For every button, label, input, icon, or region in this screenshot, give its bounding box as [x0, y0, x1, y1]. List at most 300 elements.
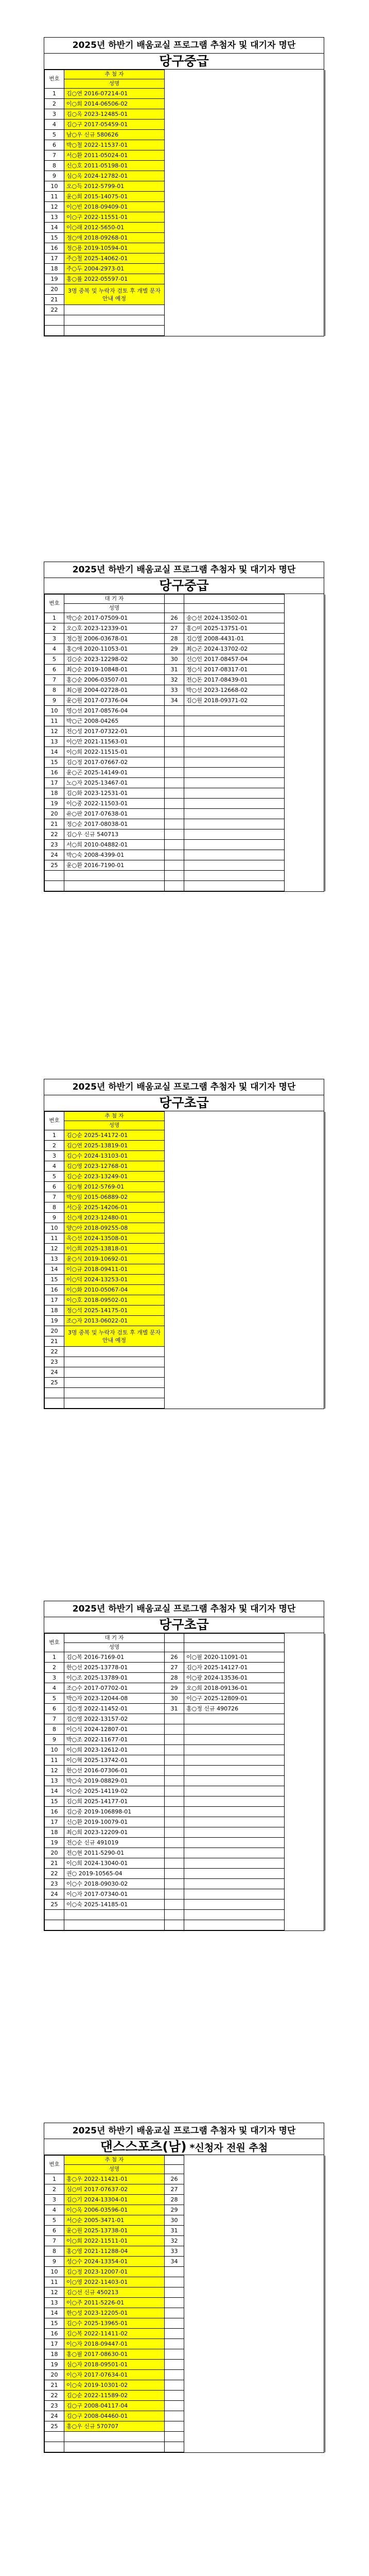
blank-row [45, 2442, 325, 2452]
row-spacer [285, 1704, 325, 1714]
roster-table [44, 2155, 325, 2452]
row-spacer [165, 1223, 325, 1233]
row-spacer [285, 1776, 325, 1786]
row-number: 29 [165, 644, 184, 654]
participant-name: 정○석 2025-14175-01 [64, 1306, 165, 1316]
waitlist-name [184, 1735, 285, 1745]
table-row [45, 1367, 325, 1378]
table-row [45, 778, 325, 788]
table-row [45, 2421, 325, 2432]
row-spacer [184, 2329, 325, 2339]
participant-name: 김○수 2024-13103-01 [64, 1151, 165, 1161]
row-number [165, 2277, 184, 2287]
participant-name: 박○철 2022-11537-01 [64, 140, 165, 150]
row-number [165, 2318, 184, 2329]
row-spacer [285, 871, 325, 881]
row-number [165, 829, 184, 840]
row-spacer [184, 2205, 325, 2215]
row-number: 26 [165, 2174, 184, 2184]
roster-sheet-s1 [44, 37, 324, 336]
table-row [45, 850, 325, 860]
row-spacer [285, 1869, 325, 1879]
row-number: 3 [45, 109, 64, 120]
row-number: 11 [45, 192, 64, 202]
header-spacer [184, 595, 285, 604]
row-number [165, 1735, 184, 1745]
row-number: 31 [165, 665, 184, 675]
row-spacer [165, 305, 325, 315]
row-spacer [285, 1714, 325, 1724]
waitlist-name [184, 1869, 285, 1879]
participant-name: 윤○원 2025-13738-01 [64, 2226, 165, 2236]
row-spacer [165, 233, 325, 243]
waitlist-name: 정○순 2017-08038-01 [64, 819, 165, 829]
program-note: *신청자 전원 추첨 [189, 2142, 268, 2154]
row-spacer [285, 788, 325, 799]
roster-table [44, 1111, 325, 1409]
table-row [45, 1347, 325, 1357]
participant-name: 한○성 2023-12205-01 [64, 2308, 165, 2318]
row-spacer [165, 1192, 325, 1202]
table-header-row [45, 70, 325, 79]
waitlist-name [184, 850, 285, 860]
waitlist-name: 이○희 2024-13040-01 [64, 1858, 165, 1869]
row-number [165, 840, 184, 850]
table-row [45, 2380, 325, 2391]
row-number: 30 [165, 2215, 184, 2226]
participant-name [64, 1347, 165, 1357]
blank-row [45, 881, 325, 891]
participant-name: 이○규 2018-09411-01 [64, 1264, 165, 1275]
table-row [45, 644, 325, 654]
table-row [45, 757, 325, 768]
table-row [45, 685, 325, 696]
row-number: 29 [165, 2205, 184, 2215]
table-row [45, 1306, 325, 1316]
row-number: 15 [45, 757, 64, 768]
row-number: 19 [45, 799, 64, 809]
row-spacer [165, 264, 325, 274]
row-number: 7 [45, 1714, 64, 1724]
waitlist-name [184, 1766, 285, 1776]
row-spacer [285, 1745, 325, 1755]
row-spacer [184, 2442, 325, 2452]
waitlist-name: 박○자 2023-12044-08 [64, 1693, 165, 1704]
review-notice: 3명 중복 및 누락자 검토 후 개별 문자 안내 예정 [64, 284, 165, 305]
row-number: 13 [45, 212, 64, 223]
table-header-row [45, 79, 325, 89]
program-name: 댄스스포츠(남) [100, 2139, 187, 2154]
participant-name: 오○득 2012-5799-01 [64, 181, 165, 192]
table-row [45, 819, 325, 829]
row-number: 33 [165, 2246, 184, 2257]
participant-name: 이○희 2014-06506-02 [64, 99, 165, 109]
row-spacer [165, 1182, 325, 1192]
row-spacer [165, 140, 325, 150]
blank-cell [165, 2432, 184, 2442]
waitlist-name [184, 1755, 285, 1766]
row-spacer [285, 665, 325, 675]
program-name: 당구초급 [159, 1617, 209, 1632]
participant-name: 김○순 2022-11589-02 [64, 2391, 165, 2401]
program-title [44, 578, 324, 594]
participant-name: 조○자 2013-06022-01 [64, 1316, 165, 1326]
table-row [45, 2246, 325, 2257]
table-row [45, 233, 325, 243]
row-number: 21 [45, 819, 64, 829]
row-spacer [184, 2236, 325, 2246]
row-spacer [165, 1398, 325, 1409]
row-spacer [285, 706, 325, 716]
row-number: 23 [45, 1879, 64, 1889]
row-spacer [165, 150, 325, 161]
table-row [45, 726, 325, 737]
row-number: 22 [45, 829, 64, 840]
row-number: 1 [45, 613, 64, 623]
row-number: 26 [165, 613, 184, 623]
participant-name: 성○수 2024-13354-01 [64, 2257, 165, 2267]
participant-name: 서○환 2011-05024-01 [64, 150, 165, 161]
sheet-header [44, 38, 324, 70]
table-row [45, 2391, 325, 2401]
waitlist-name: 홍○애 2020-11053-01 [64, 644, 165, 654]
row-number [165, 2370, 184, 2380]
table-row [45, 223, 325, 233]
row-number [165, 860, 184, 871]
row-spacer [184, 2349, 325, 2360]
row-number: 6 [45, 140, 64, 150]
row-number [165, 778, 184, 788]
row-number [165, 809, 184, 819]
blank-cell [165, 2442, 184, 2452]
waitlist-name: 권○ 2019-10565-04 [64, 1869, 165, 1879]
row-number [165, 2308, 184, 2318]
table-row [45, 212, 325, 223]
row-number: 30 [165, 654, 184, 665]
column-header-waitlist: 대 기 자 [64, 595, 165, 604]
row-number [165, 2267, 184, 2277]
table-row [45, 2174, 325, 2184]
waitlist-name: 김○희 2025-14177-01 [64, 1797, 165, 1807]
column-header-name: 성명 [64, 79, 165, 89]
row-spacer [184, 2267, 325, 2277]
blank-row [45, 1398, 325, 1409]
row-number: 5 [45, 130, 64, 140]
participant-name: 이○래 2012-5650-01 [64, 223, 165, 233]
waitlist-name: 이○필 2020-11091-01 [184, 1652, 285, 1663]
row-number: 28 [165, 1673, 184, 1683]
row-number: 2 [45, 99, 64, 109]
table-row [45, 675, 325, 685]
row-spacer [285, 1879, 325, 1889]
row-number [165, 757, 184, 768]
row-spacer [184, 2298, 325, 2308]
participant-name: 이○영 2022-11403-01 [64, 2277, 165, 2287]
row-number: 2 [45, 1141, 64, 1151]
row-spacer [285, 881, 325, 891]
header-spacer [285, 1634, 325, 1643]
table-row [45, 1714, 325, 1724]
header-spacer [184, 604, 285, 613]
waitlist-name: 김○정 2017-07667-02 [64, 757, 165, 768]
table-row [45, 1326, 325, 1336]
row-spacer [165, 223, 325, 233]
row-number: 4 [45, 120, 64, 130]
waitlist-name: 송○선 2024-13502-01 [184, 613, 285, 623]
table-row [45, 2370, 325, 2380]
row-number: 31 [165, 2226, 184, 2236]
table-row [45, 1151, 325, 1161]
waitlist-name: 김○우 신규 540713 [64, 829, 165, 840]
row-spacer [285, 1827, 325, 1838]
blank-cell [64, 881, 165, 891]
table-row [45, 1797, 325, 1807]
row-number: 10 [45, 181, 64, 192]
row-spacer [285, 747, 325, 757]
row-number: 22 [45, 305, 64, 315]
column-header-winners: 추 첨 자 [64, 2156, 165, 2165]
header-spacer [165, 1643, 184, 1652]
participant-name: 이○구 2022-11551-01 [64, 212, 165, 223]
waitlist-name: 이○수 2018-09030-02 [64, 1879, 165, 1889]
blank-cell [184, 1920, 285, 1930]
row-spacer [285, 850, 325, 860]
row-number: 7 [45, 675, 64, 685]
waitlist-name [184, 1745, 285, 1755]
participant-name: 홍○영 2021-11288-04 [64, 2246, 165, 2257]
waitlist-name [184, 1848, 285, 1858]
row-number: 13 [45, 1254, 64, 1264]
waitlist-name: 전○순 신규 491019 [64, 1838, 165, 1848]
table-row [45, 1755, 325, 1766]
row-number: 6 [45, 1182, 64, 1192]
blank-row [45, 1910, 325, 1920]
participant-name: 이○자 2017-07634-01 [64, 2370, 165, 2380]
participant-name: 신○재 2023-12480-01 [64, 1213, 165, 1223]
row-spacer [165, 1357, 325, 1367]
row-number: 10 [45, 706, 64, 716]
row-spacer [165, 274, 325, 284]
row-number: 21 [45, 295, 64, 305]
row-spacer [165, 1326, 325, 1336]
row-number: 15 [45, 233, 64, 243]
column-header-winners: 추 첨 자 [64, 70, 165, 79]
row-spacer [285, 737, 325, 747]
blank-row [45, 315, 325, 326]
table-row [45, 2329, 325, 2339]
table-row [45, 1683, 325, 1693]
row-number: 15 [45, 1797, 64, 1807]
table-row [45, 1316, 325, 1326]
waitlist-name: 이○희 2023-12612-01 [64, 1745, 165, 1755]
table-row [45, 1704, 325, 1714]
participant-name: 김○복 2022-11411-02 [64, 2329, 165, 2339]
row-number: 16 [45, 243, 64, 253]
row-number: 25 [45, 1900, 64, 1910]
row-spacer [285, 757, 325, 768]
waitlist-name [184, 737, 285, 747]
participant-name: 홍○률 2022-05597-01 [64, 274, 165, 284]
row-number: 17 [45, 778, 64, 788]
row-spacer [165, 99, 325, 109]
column-header-no: 번호 [45, 2156, 64, 2174]
row-number [165, 819, 184, 829]
table-row [45, 2308, 325, 2318]
waitlist-name [184, 1900, 285, 1910]
waitlist-name: 김○영 2022-13157-02 [64, 1714, 165, 1724]
row-number: 10 [45, 1223, 64, 1233]
row-number: 3 [45, 1151, 64, 1161]
row-spacer [165, 1275, 325, 1285]
participant-name: 김○형 2012-5769-01 [64, 1182, 165, 1192]
row-number [165, 1807, 184, 1817]
table-header-row [45, 1112, 325, 1121]
participant-name: 홍○필 2017-08630-01 [64, 2349, 165, 2360]
row-spacer [184, 2174, 325, 2184]
row-spacer [165, 89, 325, 99]
row-spacer [184, 2215, 325, 2226]
table-row [45, 1766, 325, 1776]
row-spacer [285, 685, 325, 696]
table-row [45, 202, 325, 212]
row-number [165, 1776, 184, 1786]
row-number: 11 [45, 1755, 64, 1766]
row-number: 2 [45, 623, 64, 634]
table-row [45, 2195, 325, 2205]
table-row [45, 840, 325, 850]
waitlist-name: 한○선 2016-07306-01 [64, 1766, 165, 1776]
row-number [165, 2360, 184, 2370]
blank-cell [64, 1920, 165, 1930]
participant-name: 홍○우 2022-11421-01 [64, 2174, 165, 2184]
sheet-header [44, 2123, 324, 2155]
row-number [165, 1755, 184, 1766]
row-number [165, 1797, 184, 1807]
row-number [165, 850, 184, 860]
table-row [45, 2401, 325, 2411]
row-number [165, 1714, 184, 1724]
sheet-header [44, 1079, 324, 1111]
waitlist-name [184, 1786, 285, 1797]
row-spacer [165, 1130, 325, 1141]
row-spacer [165, 1161, 325, 1172]
table-row [45, 1776, 325, 1786]
participant-name: 서○순 2005-3471-01 [64, 2215, 165, 2226]
row-spacer [165, 1316, 325, 1326]
review-notice: 3명 중복 및 누락자 검토 후 개별 문자 안내 예정 [64, 1326, 165, 1347]
row-number: 24 [45, 2411, 64, 2421]
row-number [165, 1869, 184, 1879]
waitlist-name: 신○환 2019-10079-01 [64, 1817, 165, 1827]
table-row [45, 161, 325, 171]
document-title: 2025년 하반기 배움교실 프로그램 추첨자 및 대기자 명단 [44, 2123, 324, 2139]
blank-cell [64, 1388, 165, 1398]
waitlist-name [184, 1817, 285, 1827]
row-spacer [165, 1233, 325, 1244]
participant-name: 김○옥 2023-12485-01 [64, 109, 165, 120]
table-row [45, 1295, 325, 1306]
table-row [45, 253, 325, 264]
row-number: 9 [45, 1735, 64, 1745]
row-spacer [184, 2318, 325, 2329]
waitlist-name: 유○판 2017-07638-01 [64, 809, 165, 819]
table-row [45, 150, 325, 161]
header-spacer [165, 2156, 184, 2165]
waitlist-name [184, 1797, 285, 1807]
row-spacer [184, 2391, 325, 2401]
waitlist-name: 이○광 2024-13536-01 [184, 1673, 285, 1683]
column-header-no: 번호 [45, 70, 64, 89]
participant-name: 김○구 2017-05459-01 [64, 120, 165, 130]
row-number: 10 [45, 1745, 64, 1755]
row-number [165, 768, 184, 778]
row-number: 6 [45, 665, 64, 675]
table-row [45, 654, 325, 665]
participant-name: 김○정 2023-12007-01 [64, 2267, 165, 2277]
row-number: 2 [45, 2184, 64, 2195]
blank-cell [184, 881, 285, 891]
waitlist-name: 이○식 2024-12807-01 [64, 1724, 165, 1735]
row-number: 28 [165, 2195, 184, 2205]
program-name: 당구초급 [159, 1095, 209, 1110]
row-spacer [285, 840, 325, 850]
row-spacer [285, 1900, 325, 1910]
row-spacer [285, 1786, 325, 1797]
waitlist-name [184, 829, 285, 840]
row-spacer [285, 1910, 325, 1920]
waitlist-name: 오○희 2018-09136-01 [184, 1683, 285, 1693]
participant-name: 주○두 2004-2973-01 [64, 264, 165, 274]
participant-name: 신○호 2011-05198-01 [64, 161, 165, 171]
table-row [45, 747, 325, 757]
waitlist-name [184, 860, 285, 871]
waitlist-name [184, 768, 285, 778]
document-title: 2025년 하반기 배움교실 프로그램 추첨자 및 대기자 명단 [44, 1601, 324, 1617]
row-spacer [165, 1295, 325, 1306]
participant-name: 이○희 2025-13818-01 [64, 1244, 165, 1254]
table-row [45, 2226, 325, 2236]
row-spacer [285, 613, 325, 623]
row-number: 25 [45, 1378, 64, 1388]
participant-name: 이○숙 2019-10301-02 [64, 2380, 165, 2391]
row-number: 5 [45, 2215, 64, 2226]
row-spacer [165, 1141, 325, 1151]
blank-cell [64, 871, 165, 881]
row-spacer [285, 1652, 325, 1663]
row-number: 6 [45, 1704, 64, 1714]
row-number [165, 788, 184, 799]
row-number: 25 [45, 860, 64, 871]
row-number [165, 1858, 184, 1869]
row-number [165, 1900, 184, 1910]
waitlist-name: 최○필 2004-02728-01 [64, 685, 165, 696]
row-spacer [285, 1889, 325, 1900]
row-number: 3 [45, 1673, 64, 1683]
table-row [45, 1879, 325, 1889]
row-number: 17 [45, 1295, 64, 1306]
participant-name: 김○연 2016-07214-01 [64, 89, 165, 99]
row-spacer [285, 623, 325, 634]
table-header-row [45, 1643, 325, 1652]
waitlist-name: 신○인 2017-08457-04 [184, 654, 285, 665]
waitlist-name: 홍○순 2006-03507-01 [64, 675, 165, 685]
sheet-header [44, 562, 324, 594]
row-number [165, 2329, 184, 2339]
row-number [165, 2298, 184, 2308]
waitlist-name: 이○만 2021-11563-01 [64, 737, 165, 747]
table-row [45, 1244, 325, 1254]
participant-name: 박○임 2015-06889-02 [64, 1192, 165, 1202]
